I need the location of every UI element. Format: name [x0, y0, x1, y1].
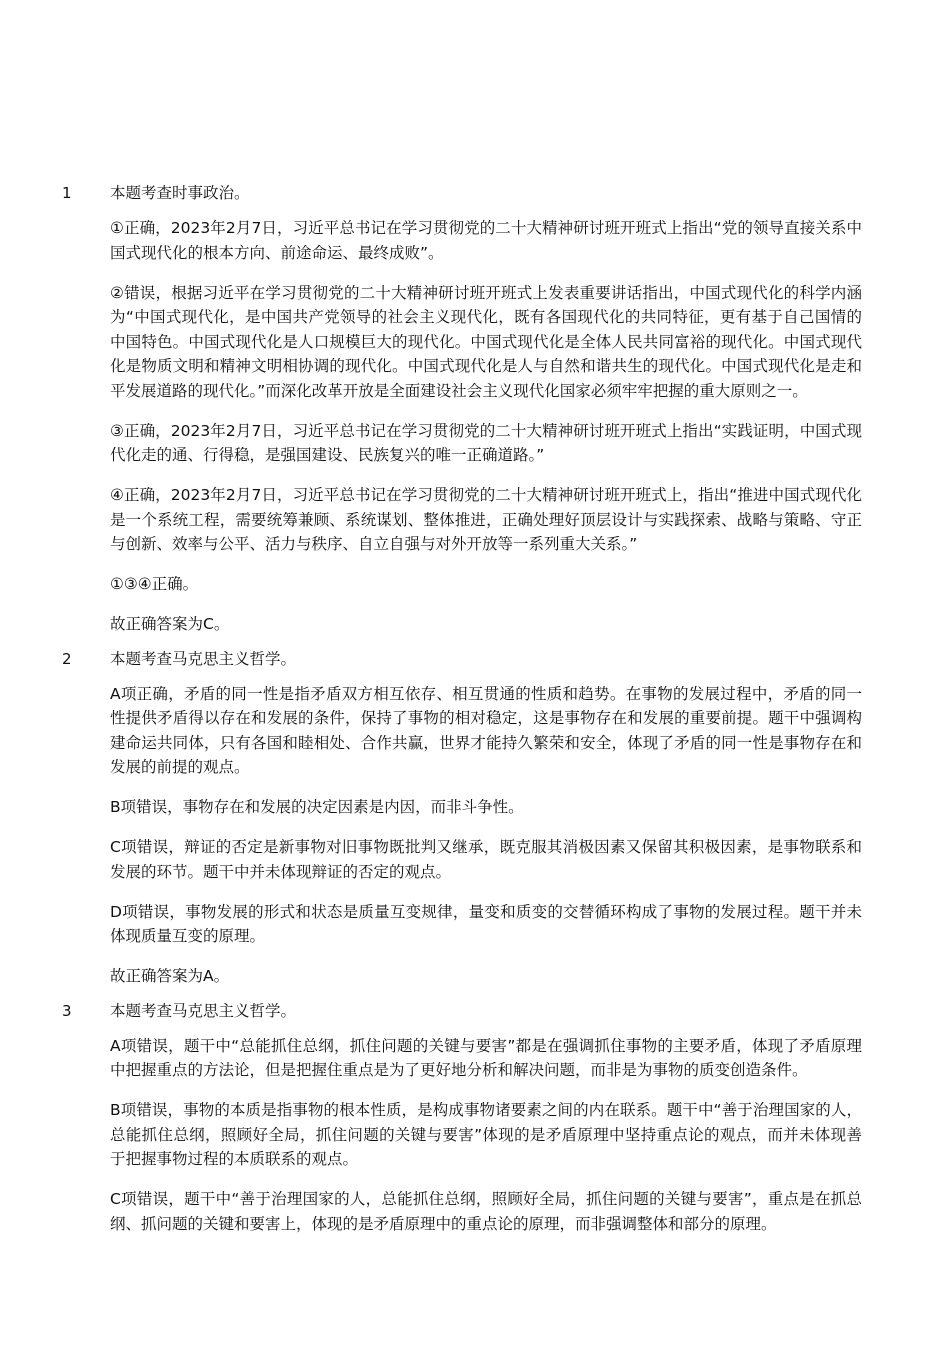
question-2 — [0, 646, 950, 989]
explanation-paragraph: A项正确，矛盾的同一性是指矛盾双方相互依存、相互贯通的性质和趋势。在事物的发展过程中，矛盾的同一性提供矛盾得以存在和发展的条件，保持了事物的相对稳定，这是事物存在和发展的重要前提。题干中强调构建命运共同体，只有各国和睦相处、合作共赢，世界才能持久繁荣和安全，体现了矛盾的同一性是事物存在和发展的前提的观点。 — [110, 684, 862, 776]
question-1 — [0, 180, 950, 637]
explanation-paragraph: ②错误，根据习近平在学习贯彻党的二十大精神研讨班开班式上发表重要讲话指出，中国式现代化的科学内涵为“中国式现代化，是中国共产党领导的社会主义现代化，既有各国现代化的共同特征，更有基于自己国情的中国特色。中国式现代化是人口规模巨大的现代化。中国式现代化是全体人民共同富裕的现代化。中国式现代化是物质文明和精神文明相协调的现代化。中国式现代化是人与自然和谐共生的现代化。中国式现代化是走和平发展道路的现代化。”而深化改革开放是全面建设社会主义现代化国家必须牢牢把握的重大原则之一。 — [110, 283, 862, 400]
question-number: 1 — [62, 184, 72, 202]
explanation-paragraph: C项错误，题干中“善于治理国家的人，总能抓住总纲，照顾好全局，抓住问题的关键与要害”，重点是在抓总纲、抓问题的关键和要害上，体现的是矛盾原理中的重点论的原理，而非强调整体和部分的原理。 — [110, 1190, 862, 1233]
explanation-paragraph: B项错误，事物的本质是指事物的根本性质，是构成事物诸要素之间的内在联系。题干中“善于治理国家的人，总能抓住总纲，照顾好全局，抓住问题的关键与要害”体现的是矛盾原理中坚持重点论的观点，而并未体现善于把握事物过程的本质联系的观点。 — [110, 1101, 862, 1168]
question-topic: 本题考查马克思主义哲学。 — [110, 649, 297, 668]
explanation-paragraph: C项错误，辩证的否定是新事物对旧事物既批判又继承，既克服其消极因素又保留其积极因素，是事物联系和发展的环节。题干中并未体现辩证的否定的观点。 — [110, 838, 862, 881]
question-number: 3 — [62, 1001, 72, 1020]
explanation-paragraph: B项错误，事物存在和发展的决定因素是内因，而非斗争性。 — [110, 798, 524, 816]
explanation-paragraph: ①正确，2023年2月7日，习近平总书记在学习贯彻党的二十大精神研讨班开班式上指出“党的领导直接关系中国式现代化的根本方向、前途命运、最终成败”。 — [110, 219, 862, 262]
question-3 — [0, 998, 950, 1237]
question-header — [0, 646, 950, 672]
explanation-paragraph: ④正确，2023年2月7日，习近平总书记在学习贯彻党的二十大精神研讨班开班式上，指出“推进中国式现代化是一个系统工程，需要统筹兼顾、系统谋划、整体推进，正确处理好顶层设计与实践探索、战略与策略、守正与创新、效率与公平、活力与秩序、自立自强与对外开放等一系列重大关系。” — [110, 486, 862, 553]
question-header — [0, 180, 950, 206]
question-topic: 本题考查时事政治。 — [110, 184, 250, 202]
answer-line: 故正确答案为C。 — [110, 615, 230, 633]
explanation-paragraph: ①③④正确。 — [110, 575, 199, 593]
explanation-paragraph: D项错误，事物发展的形式和状态是质量互变规律，量变和质变的交替循环构成了事物的发展过程。题干并未体现质量互变的原理。 — [110, 902, 862, 945]
answer-explanations — [0, 180, 950, 1245]
answer-line: 故正确答案为A。 — [110, 967, 230, 985]
question-header — [0, 998, 950, 1024]
explanation-paragraph: A项错误，题干中“总能抓住总纲，抓住问题的关键与要害”都是在强调抓住事物的主要矛盾，体现了矛盾原理中把握重点的方法论，但是把握住重点是为了更好地分析和解决问题，而非是为事物的质变创造条件。 — [110, 1036, 862, 1079]
question-topic: 本题考查马克思主义哲学。 — [110, 1001, 297, 1020]
question-number: 2 — [62, 649, 72, 668]
explanation-paragraph: ③正确，2023年2月7日，习近平总书记在学习贯彻党的二十大精神研讨班开班式上指出“实践证明，中国式现代化走的通、行得稳，是强国建设、民族复兴的唯一正确道路。” — [110, 421, 862, 464]
